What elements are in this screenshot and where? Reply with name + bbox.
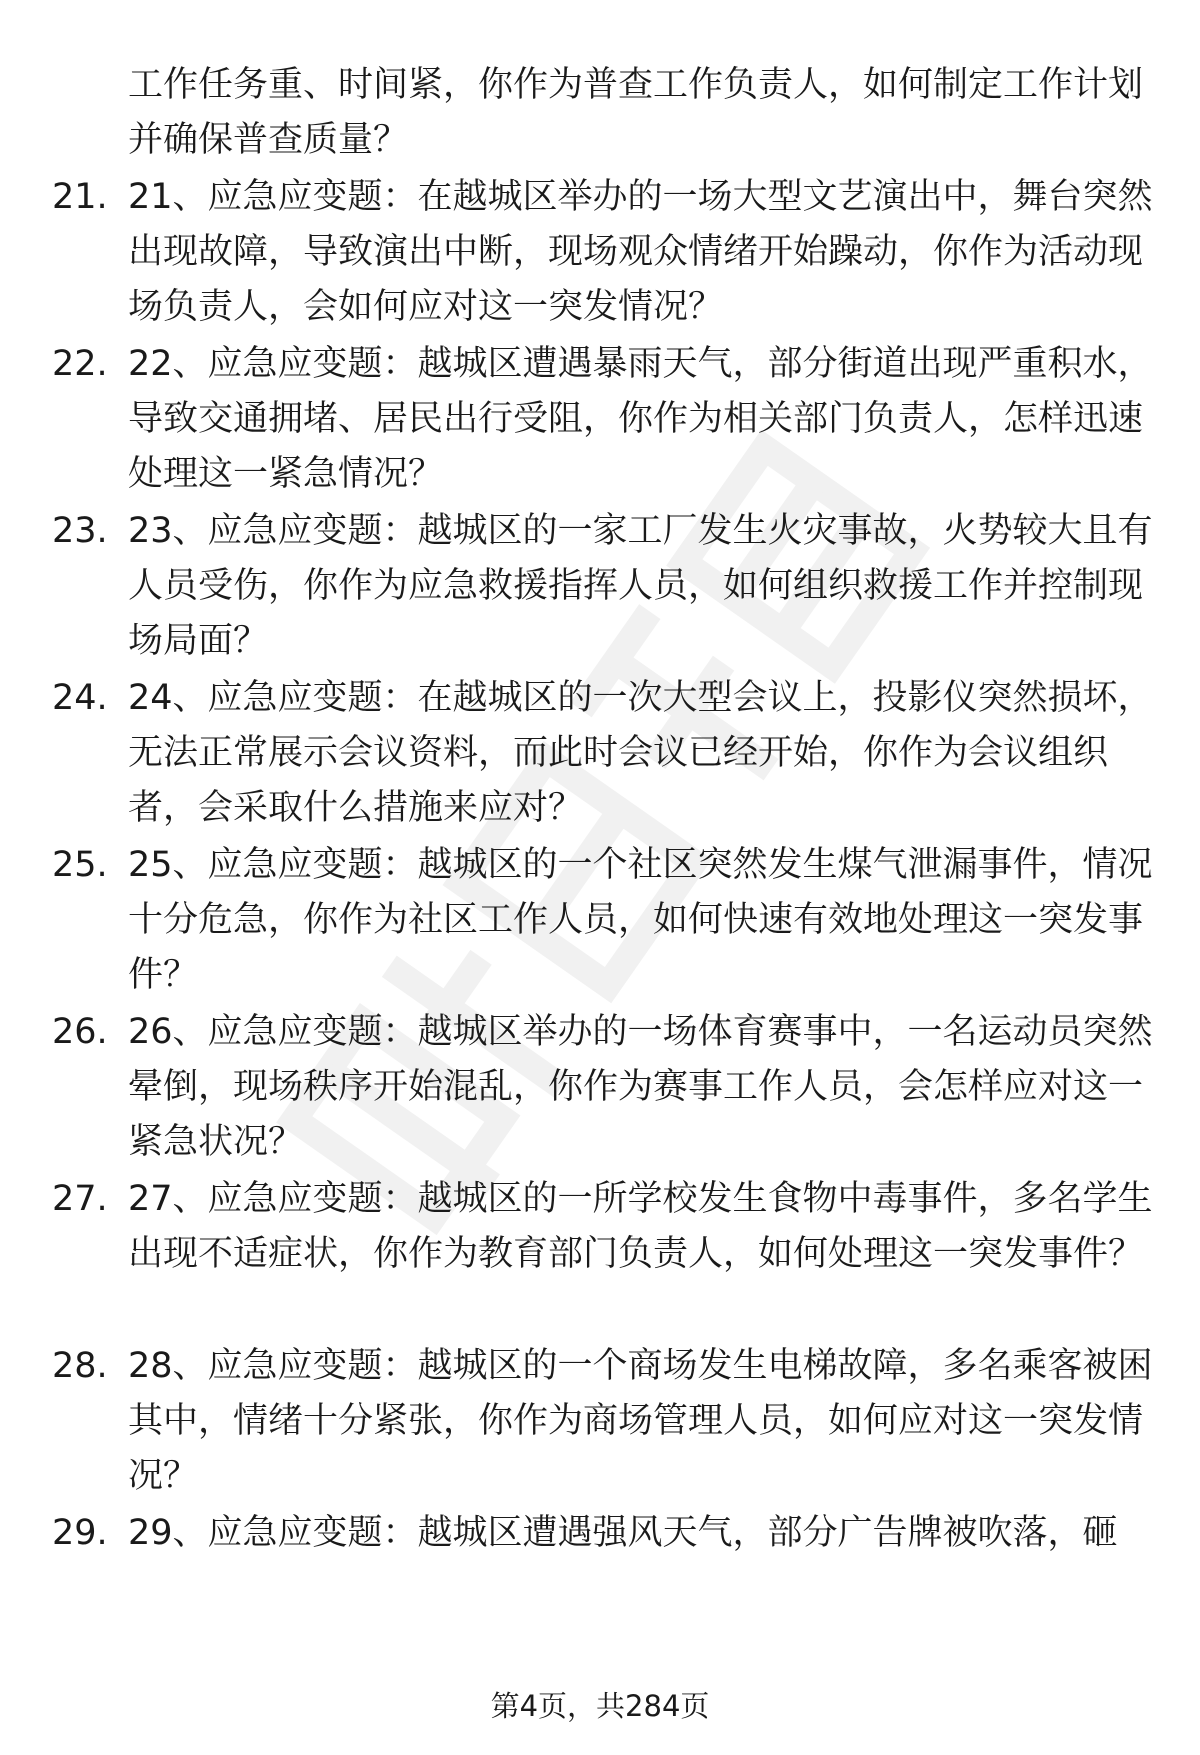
question-text: 25、应急应变题：越城区的一个社区突然发生煤气泄漏事件，情况十分危急，你作为社区工作人员，如何快速有效地处理这一突发事件？	[128, 845, 1153, 995]
question-number: 23.	[52, 511, 108, 551]
question-number: 29.	[52, 1513, 108, 1553]
question-number: 22.	[52, 344, 108, 384]
question-text: 24、应急应变题：在越城区的一次大型会议上，投影仪突然损坏，无法正常展示会议资料，而此时会议已经开始，你作为会议组织者，会采取什么措施来应对？	[128, 678, 1153, 828]
question-number: 25.	[52, 845, 108, 885]
page-footer: 第4页，共284页	[490, 1689, 710, 1723]
question-text: 27、应急应变题：越城区的一所学校发生食物中毒事件，多名学生出现不适症状，你作为教育部门负责人，如何处理这一突发事件？	[128, 1179, 1153, 1274]
question-text: 28、应急应变题：越城区的一个商场发生电梯故障，多名乘客被困其中，情绪十分紧张，你作为商场管理人员，如何应对这一突发情况？	[128, 1346, 1153, 1496]
question-text: 22、应急应变题：越城区遭遇暴雨天气，部分街道出现严重积水，导致交通拥堵、居民出行受阻，你作为相关部门负责人，怎样迅速处理这一紧急情况？	[128, 344, 1153, 494]
question-number: 26.	[52, 1012, 108, 1052]
question-number: 28.	[52, 1346, 108, 1386]
question-continuation-text: 工作任务重、时间紧，你作为普查工作负责人，如何制定工作计划并确保普查质量？	[128, 65, 1144, 160]
question-text: 21、应急应变题：在越城区举办的一场大型文艺演出中，舞台突然出现故障，导致演出中断，现场观众情绪开始躁动，你作为活动现场负责人，会如何应对这一突发情况？	[128, 177, 1153, 327]
question-text: 26、应急应变题：越城区举办的一场体育赛事中，一名运动员突然晕倒，现场秩序开始混乱，你作为赛事工作人员，会怎样应对这一紧急状况？	[128, 1012, 1153, 1162]
question-number: 24.	[52, 678, 108, 718]
question-text: 23、应急应变题：越城区的一家工厂发生火灾事故，火势较大且有人员受伤，你作为应急救援指挥人员，如何组织救援工作并控制现场局面？	[128, 511, 1153, 661]
question-number: 21.	[52, 177, 108, 217]
question-number: 27.	[52, 1179, 108, 1219]
question-text: 29、应急应变题：越城区遭遇强风天气，部分广告牌被吹落，砸	[128, 1513, 1118, 1553]
